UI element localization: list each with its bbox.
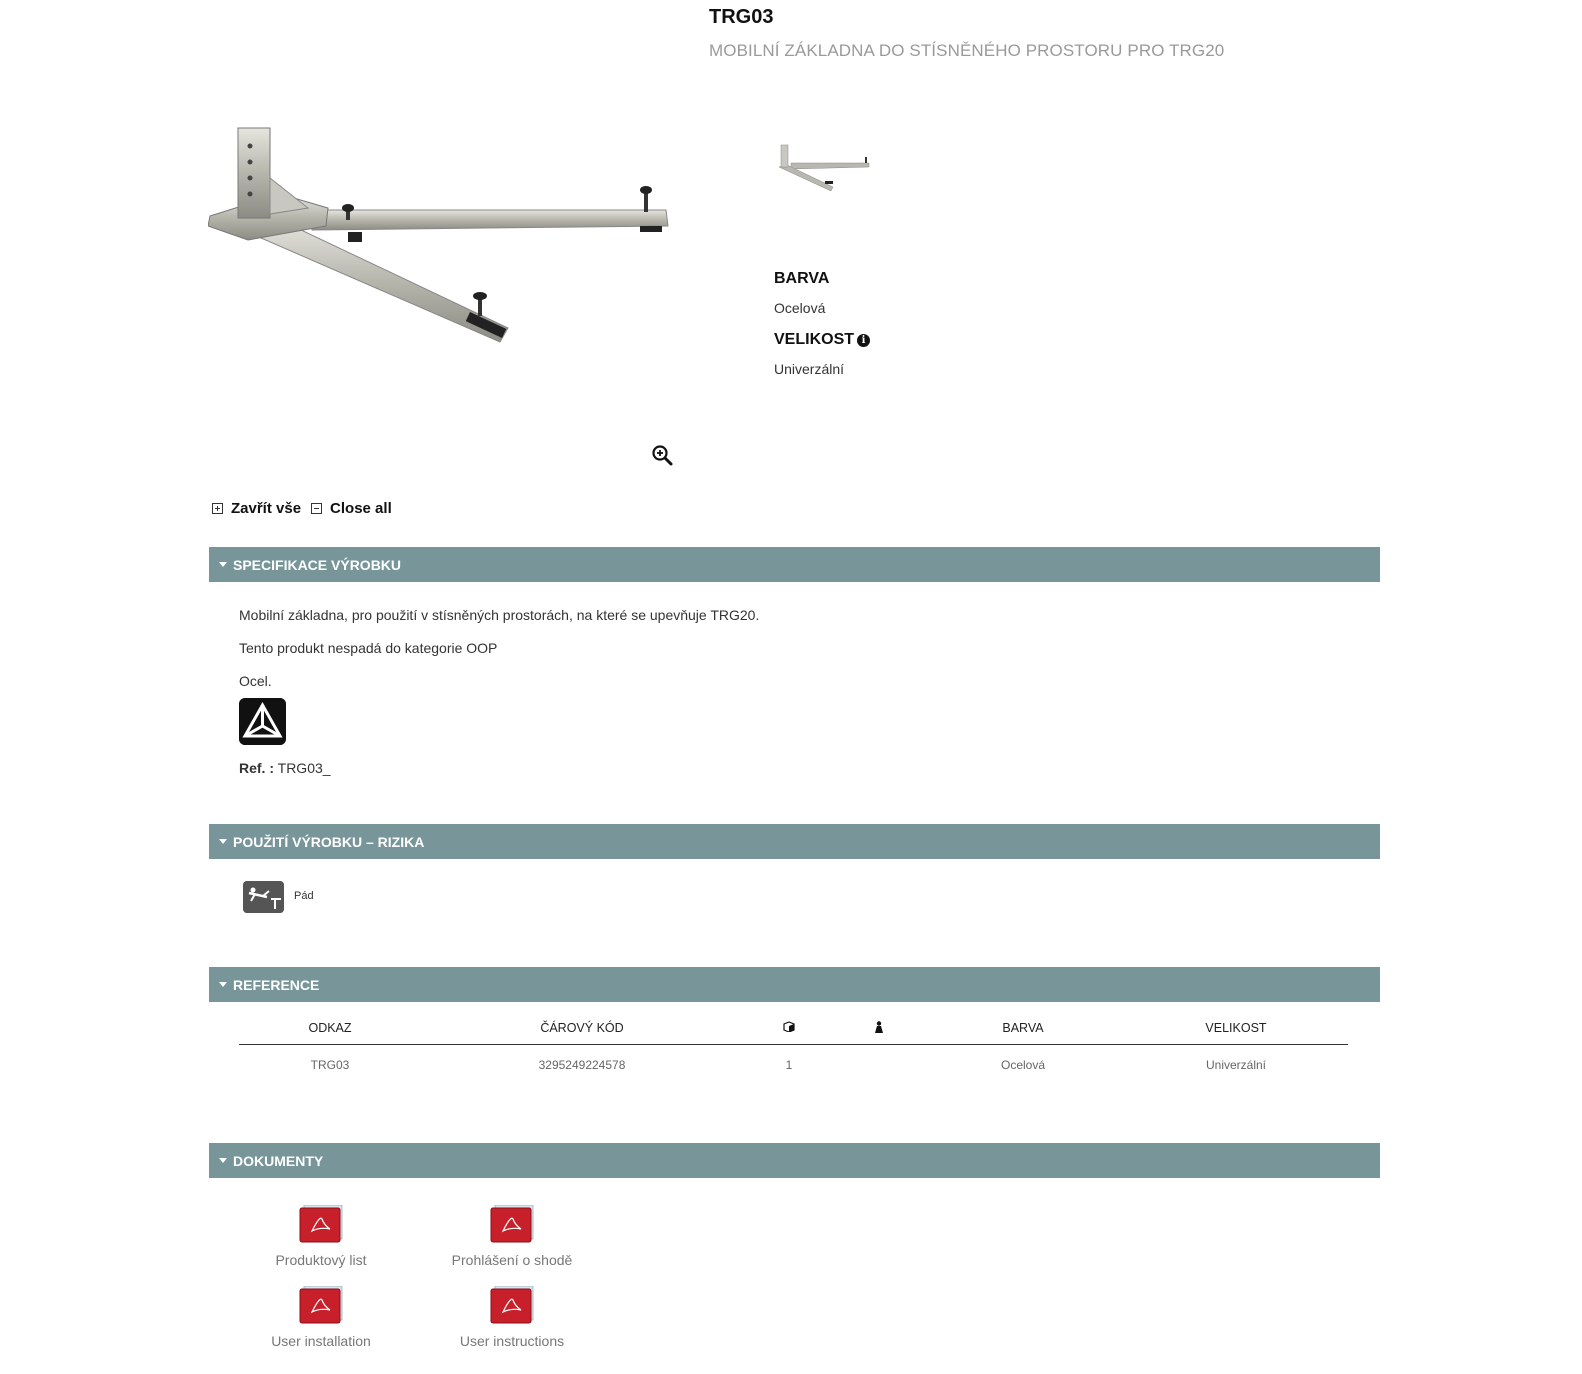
cell-barcode: 3295249224578 [538, 1058, 626, 1072]
spec-line-1: Mobilní základna, pro použití v stísněných prostorách, na které se upevňuje TRG20. [239, 607, 760, 623]
person-icon [874, 1021, 884, 1033]
column-header-barcode: ČÁROVÝ KÓD [421, 1012, 743, 1045]
product-thumbnail[interactable] [772, 138, 874, 195]
section-title-documents: DOKUMENTY [233, 1152, 324, 1169]
minus-box-icon [311, 503, 322, 514]
caret-down-icon [219, 982, 227, 987]
section-header-spec[interactable] [209, 547, 1380, 582]
column-header-color: BARVA [922, 1012, 1124, 1045]
brand-logo-icon [239, 698, 286, 745]
fall-hazard-icon [243, 881, 284, 913]
document-user-installation[interactable] [246, 1286, 396, 1349]
document-user-instructions[interactable] [437, 1286, 587, 1349]
spec-reference-value: TRG03_ [277, 760, 331, 776]
plus-box-icon [212, 503, 223, 514]
attribute-size-label [774, 331, 870, 349]
table-row[interactable] [239, 1045, 1348, 1086]
section-title-reference: REFERENCE [233, 976, 320, 993]
expand-all-label: Zavřít vše [231, 500, 302, 517]
section-title-spec: SPECIFIKACE VÝROBKU [233, 556, 402, 573]
spec-line-3: Ocel. [239, 673, 272, 689]
cell-person [835, 1045, 922, 1086]
cell-box: 1 [785, 1058, 793, 1072]
attribute-size-label-text: VELIKOST [774, 331, 855, 348]
document-declaration[interactable] [437, 1205, 587, 1268]
product-code: TRG03 [709, 6, 774, 28]
caret-down-icon [219, 562, 227, 567]
reference-table [239, 1012, 1348, 1085]
section-header-reference[interactable] [209, 967, 1380, 1002]
cell-ref: TRG03 [310, 1058, 350, 1072]
column-header-box [743, 1012, 835, 1045]
product-image[interactable] [208, 118, 678, 358]
info-icon[interactable]: i [857, 334, 870, 347]
pdf-icon [298, 1205, 344, 1243]
column-header-ref: ODKAZ [239, 1012, 421, 1045]
spec-reference-label: Ref. : [239, 760, 274, 776]
column-header-person [835, 1012, 922, 1045]
spec-line-2: Tento produkt nespadá do kategorie OOP [239, 640, 498, 656]
section-header-usage[interactable] [209, 824, 1380, 859]
pdf-icon [298, 1286, 344, 1324]
collapse-all-button[interactable] [311, 500, 392, 517]
document-product-sheet[interactable] [246, 1205, 396, 1268]
zoom-in-icon[interactable] [651, 444, 673, 466]
pdf-icon [489, 1205, 535, 1243]
table-header-row [239, 1012, 1348, 1045]
document-label: User installation [271, 1333, 371, 1349]
section-title-usage: POUŽITÍ VÝROBKU – RIZIKA [233, 833, 425, 850]
cell-color: Ocelová [1000, 1058, 1046, 1072]
product-subtitle: MOBILNÍ ZÁKLADNA DO STÍSNĚNÉHO PROSTORU PRO TRG20 [709, 41, 1225, 60]
document-label: Prohlášení o shodě [451, 1252, 573, 1268]
document-label: User instructions [459, 1333, 565, 1349]
risk-label: Pád [294, 890, 314, 902]
caret-down-icon [219, 839, 227, 844]
attribute-color-label: BARVA [774, 270, 830, 287]
toggle-controls [212, 500, 402, 517]
expand-all-button[interactable] [212, 500, 301, 517]
section-header-documents[interactable] [209, 1143, 1380, 1178]
spec-reference [239, 760, 331, 776]
attribute-color-value: Ocelová [774, 300, 826, 316]
attribute-size-value: Univerzální [774, 361, 845, 377]
collapse-all-label: Close all [330, 500, 392, 517]
document-label: Produktový list [275, 1252, 367, 1268]
cell-size: Univerzální [1205, 1058, 1267, 1072]
column-header-size: VELIKOST [1124, 1012, 1348, 1045]
caret-down-icon [219, 1158, 227, 1163]
pdf-icon [489, 1286, 535, 1324]
box-icon [783, 1021, 795, 1032]
